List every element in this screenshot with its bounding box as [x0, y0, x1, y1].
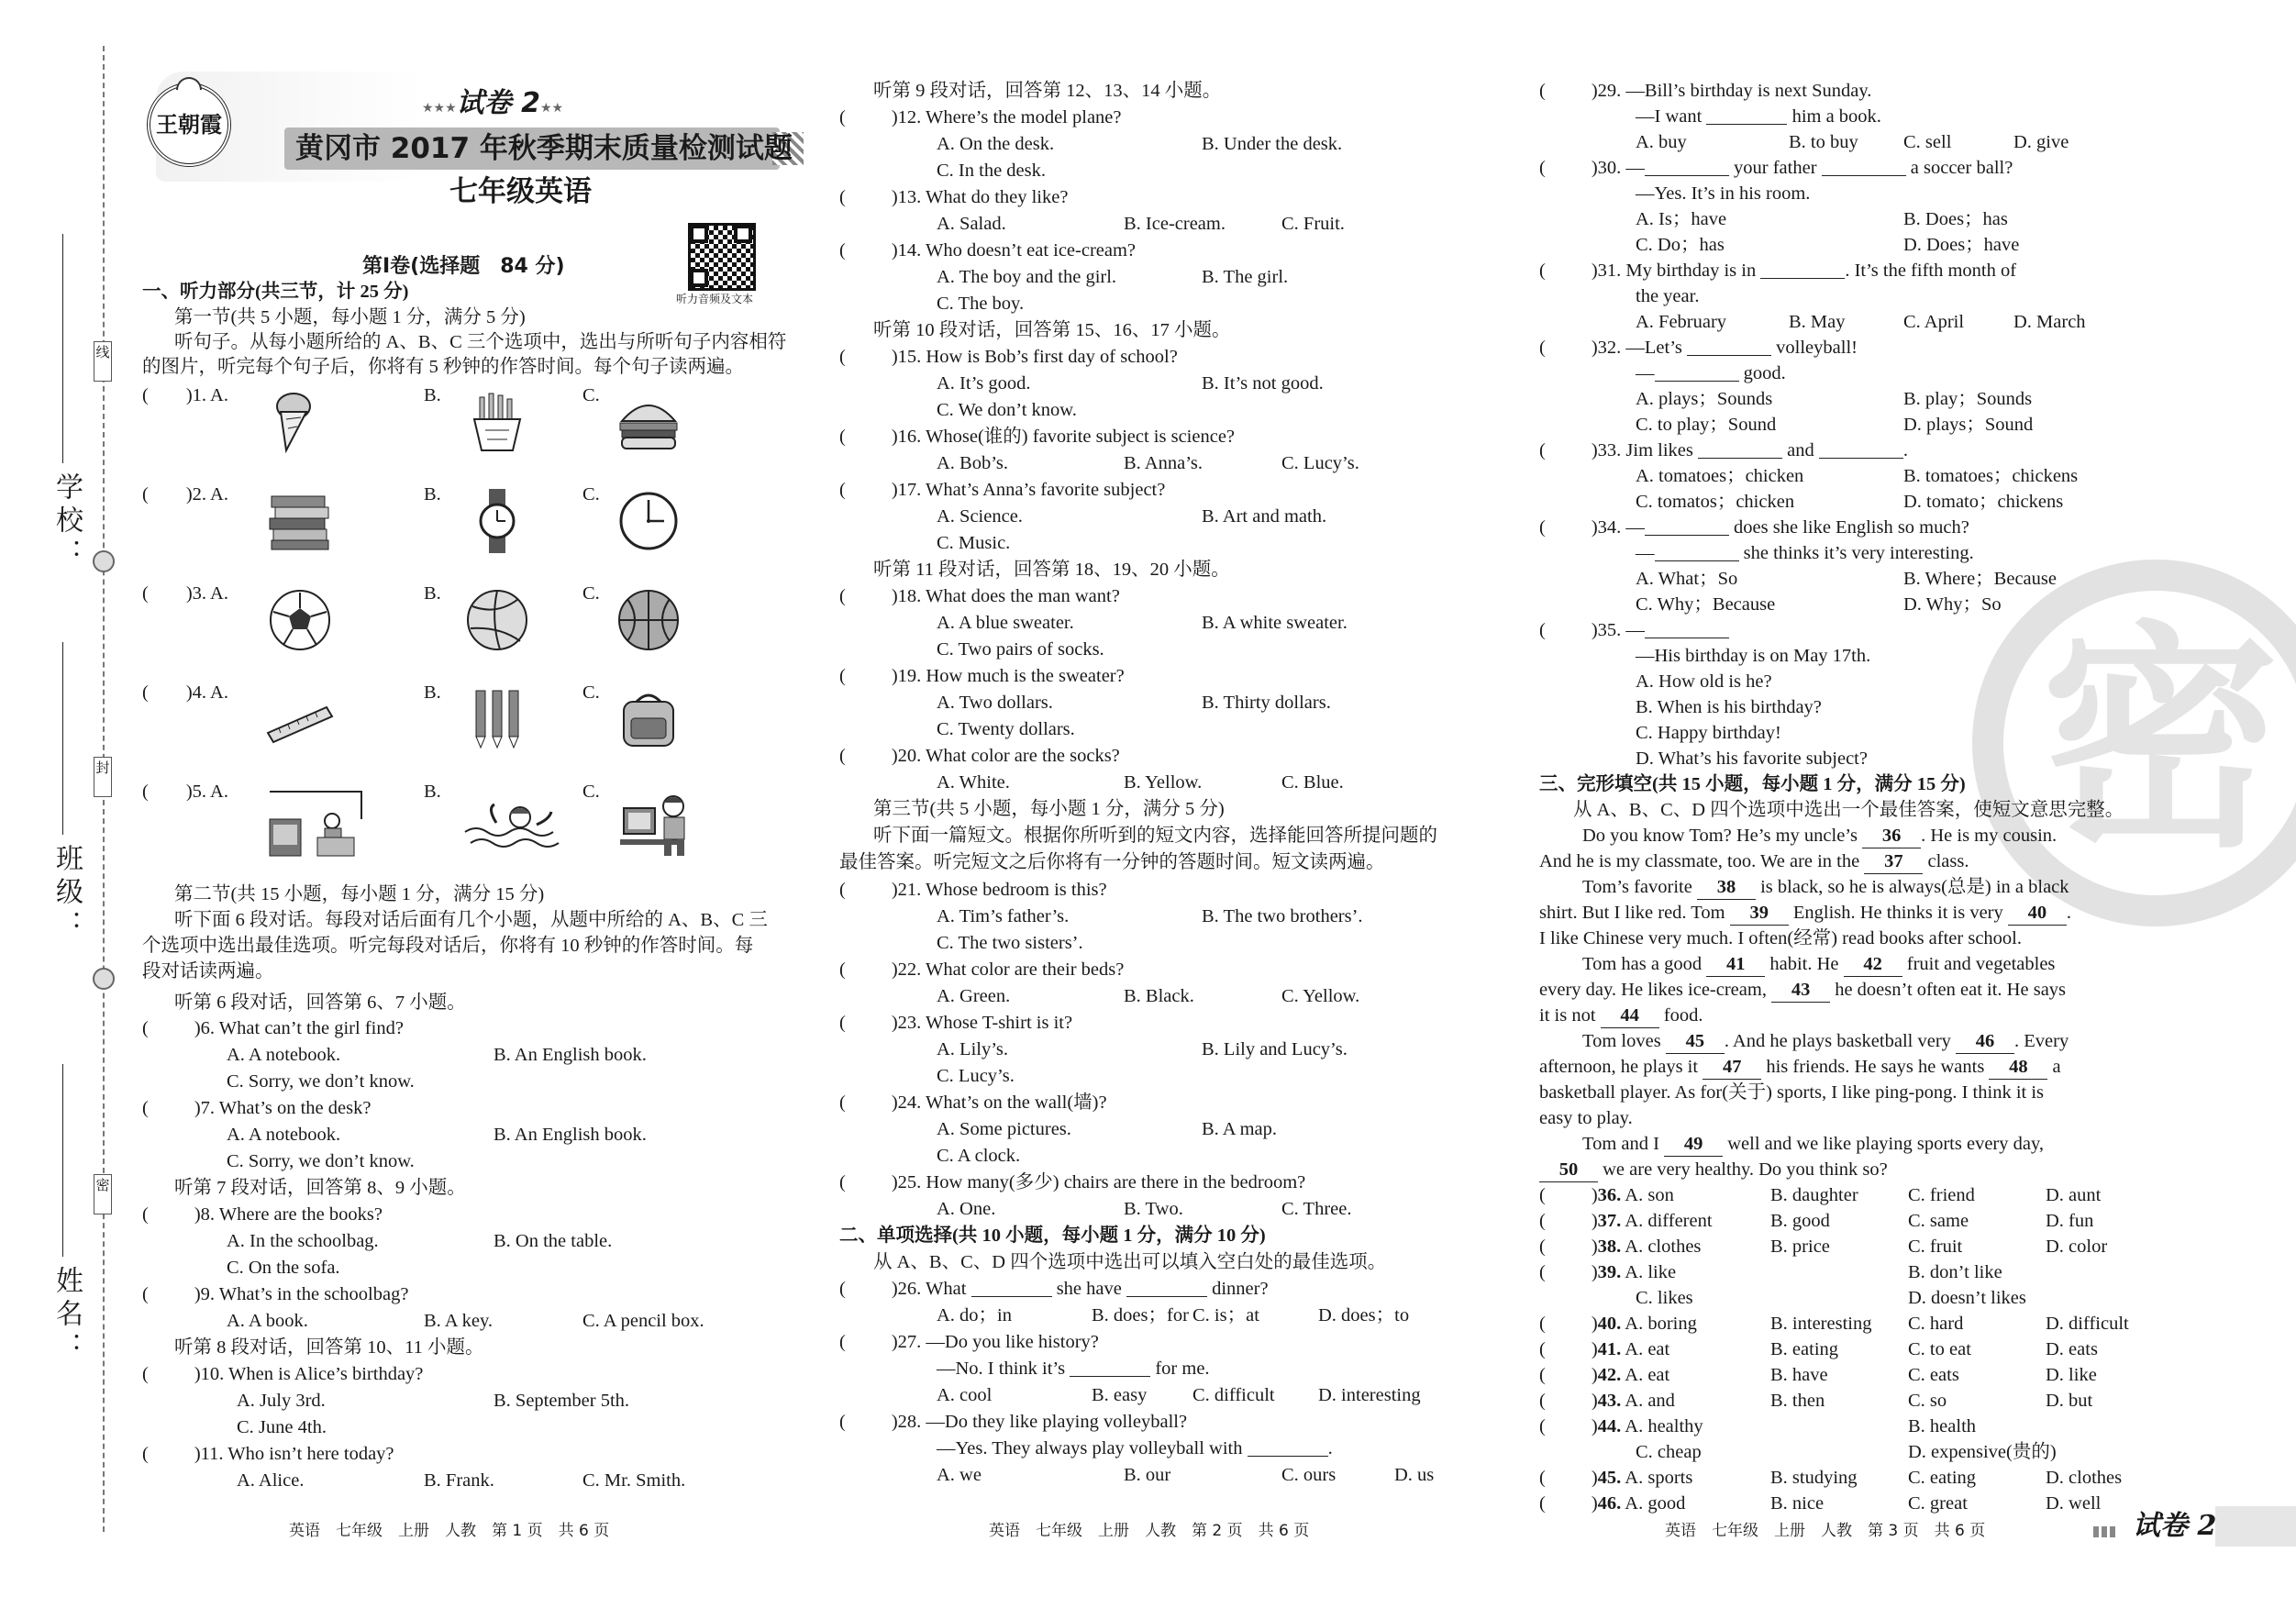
computer-icon	[615, 786, 715, 859]
option[interactable]: C. so	[1908, 1391, 1947, 1411]
option[interactable]: A. In the schoolbag.	[227, 1231, 379, 1251]
option[interactable]: B. Does；has	[1903, 209, 2008, 229]
option[interactable]: C. Happy birthday!	[1636, 723, 1781, 743]
option[interactable]: D. us	[1394, 1465, 1435, 1485]
answer-bracket[interactable]: ( )1. A.	[142, 385, 228, 405]
option[interactable]: C. to eat	[1908, 1339, 1971, 1359]
decor-bars-icon	[2093, 1526, 2117, 1537]
option[interactable]: D. fun	[2046, 1211, 2094, 1231]
cloze-blank-48[interactable]: 48	[1989, 1055, 2047, 1080]
school-label: 学校：	[50, 472, 83, 571]
jie-2-instr: 个选项中选出最佳选项。听完每段对话后，你将有 10 秒钟的作答时间。每	[142, 936, 754, 956]
exam-title: 黄冈市 2017 年秋季期末质量检测试题	[295, 132, 793, 165]
option[interactable]: D. plays；Sound	[1903, 415, 2034, 435]
option[interactable]: B. Where；Because	[1903, 569, 2057, 589]
watermark-text: 密	[2041, 611, 2279, 875]
option[interactable]: A. Salad.	[937, 214, 1006, 234]
option[interactable]: D. clothes	[2046, 1468, 2123, 1488]
cloze-blank-39[interactable]: 39	[1730, 901, 1789, 926]
answer-bracket[interactable]: ( )2. A.	[142, 484, 228, 505]
option[interactable]: A. The boy and the girl.	[937, 267, 1117, 287]
option[interactable]: C. hard	[1908, 1314, 1964, 1334]
option[interactable]: B. Black.	[1124, 986, 1194, 1006]
jie-1-instr: 的图片，听完每个句子后，你将有 5 秒钟的作答时间。每个句子读两遍。	[142, 357, 744, 377]
option[interactable]: B. tomatoes；chickens	[1903, 466, 2079, 486]
option[interactable]: A. A notebook.	[227, 1045, 341, 1065]
option[interactable]: C. is；at	[1192, 1305, 1259, 1325]
pencils-icon	[463, 687, 531, 751]
option[interactable]: D. Does；have	[1903, 235, 2020, 255]
cloze-blank-36[interactable]: 36	[1862, 824, 1921, 848]
option[interactable]: C. The boy.	[937, 294, 1025, 314]
option[interactable]: A. Tim’s father’s.	[937, 906, 1070, 926]
option[interactable]: C. In the desk.	[937, 161, 1046, 181]
option[interactable]: C. Two pairs of socks.	[937, 639, 1104, 660]
option[interactable]: A. February	[1636, 312, 1727, 332]
school-field[interactable]	[62, 234, 63, 463]
option[interactable]: B. Under the desk.	[1202, 134, 1343, 154]
option[interactable]: B. Anna’s.	[1124, 453, 1203, 473]
option[interactable]: A. One.	[937, 1199, 996, 1219]
option[interactable]: B. The girl.	[1202, 267, 1289, 287]
option[interactable]: A. Green.	[937, 986, 1011, 1006]
option[interactable]: A. Science.	[937, 506, 1023, 527]
option[interactable]: A. do；in	[937, 1305, 1012, 1325]
clock-icon	[615, 489, 682, 553]
option[interactable]: D. doesn’t likes	[1908, 1288, 2026, 1308]
option[interactable]: B. A key.	[424, 1311, 493, 1331]
option[interactable]: D. What’s his favorite subject?	[1636, 749, 1868, 769]
section-1-heading: 第Ⅰ卷(选择题 84 分)	[362, 255, 565, 278]
option[interactable]: B. does；for	[1092, 1305, 1189, 1325]
option[interactable]: B. Yellow.	[1124, 772, 1203, 793]
blank[interactable]	[1706, 106, 1787, 125]
option[interactable]: C. difficult	[1192, 1385, 1275, 1405]
blank[interactable]	[1645, 158, 1729, 176]
option[interactable]: B. An English book.	[494, 1125, 647, 1145]
option[interactable]: D. interesting	[1318, 1385, 1421, 1405]
blank[interactable]	[1645, 517, 1729, 536]
binding-mark-feng: 封	[94, 757, 112, 797]
part-2-instr: 从 A、B、C、D 四个选项中选出可以填入空白处的最佳选项。	[873, 1252, 1387, 1272]
option[interactable]: C. tomatos；chicken	[1636, 492, 1795, 512]
option[interactable]: A. Lily’s.	[937, 1039, 1009, 1059]
dialogue-instr: 听第 8 段对话，回答第 10、11 小题。	[174, 1337, 484, 1358]
option[interactable]: A. White.	[937, 772, 1010, 793]
binding-mark-xian: 线	[94, 341, 112, 382]
soccer-ball-icon	[266, 588, 334, 652]
option[interactable]: C. ours	[1281, 1465, 1337, 1485]
blank[interactable]	[1248, 1438, 1328, 1457]
blank[interactable]	[1070, 1359, 1150, 1377]
option[interactable]: B. good	[1770, 1211, 1830, 1231]
jie-1-instr: 听句子。从每小题所给的 A、B、C 三个选项中，选出与所听句子内容相符	[174, 332, 787, 352]
binding-hole-icon	[93, 968, 115, 990]
option[interactable]: B. to buy	[1789, 132, 1858, 152]
option[interactable]: C. same	[1908, 1211, 1969, 1231]
option[interactable]: A. Bob’s.	[937, 453, 1009, 473]
jie-1-title: 第一节(共 5 小题，每小题 1 分，满分 5 分)	[174, 307, 526, 327]
blank[interactable]	[1760, 261, 1845, 279]
part-1-title: 一、听力部分(共三节，计 25 分)	[142, 282, 409, 302]
jie-2-instr: 段对话读两遍。	[142, 961, 274, 981]
option[interactable]: B. interesting	[1770, 1314, 1872, 1334]
option[interactable]: C. Yellow.	[1281, 986, 1360, 1006]
swimming-icon	[463, 786, 564, 859]
option[interactable]: C. Why；Because	[1636, 594, 1776, 615]
books-icon	[266, 489, 334, 553]
blank[interactable]	[1687, 338, 1771, 356]
option[interactable]: C. Do；has	[1636, 235, 1725, 255]
option[interactable]: C. Fruit.	[1281, 214, 1345, 234]
option[interactable]: B. then	[1770, 1391, 1825, 1411]
option[interactable]: A. It’s good.	[937, 373, 1031, 394]
option[interactable]: A. A blue sweater.	[937, 613, 1074, 633]
blank[interactable]	[971, 1279, 1052, 1297]
option[interactable]: A. cool	[937, 1385, 993, 1405]
option[interactable]: C. to play；Sound	[1636, 415, 1777, 435]
option[interactable]: C. great	[1908, 1493, 1968, 1514]
blank[interactable]	[1655, 363, 1739, 382]
part-3-instr: 从 A、B、C、D 四个选项中选出一个最佳答案，使短文意思完整。	[1573, 800, 2124, 820]
page-footer-1: 英语 七年级 上册 人教 第 1 页 共 6 页	[289, 1522, 610, 1540]
dialogue-instr: 听第 7 段对话，回答第 8、9 小题。	[174, 1178, 466, 1198]
class-field[interactable]	[62, 642, 63, 835]
answer-bracket[interactable]: ( )5. A.	[142, 782, 228, 802]
option[interactable]: B. Lily and Lucy’s.	[1202, 1039, 1348, 1059]
paper-label: ★★★试卷 2★★	[422, 87, 564, 119]
cloze-blank-37[interactable]: 37	[1864, 849, 1923, 874]
option[interactable]: D. difficult	[2046, 1314, 2129, 1334]
option[interactable]: C. eating	[1908, 1468, 1977, 1488]
option[interactable]: B. health	[1908, 1416, 1977, 1436]
dialogue-instr: 听第 11 段对话，回答第 18、19、20 小题。	[873, 560, 1230, 580]
option[interactable]: C. Music.	[937, 533, 1011, 553]
option[interactable]: B. An English book.	[494, 1045, 647, 1065]
option[interactable]: C. Lucy’s.	[937, 1066, 1015, 1086]
option[interactable]: D. does；to	[1318, 1305, 1410, 1325]
option[interactable]: C. Lucy’s.	[1281, 453, 1359, 473]
option[interactable]: A. How old is he?	[1636, 671, 1772, 692]
option[interactable]: C. eats	[1908, 1365, 1959, 1385]
option[interactable]: C. We don’t know.	[937, 400, 1077, 420]
dialogue-instr: 听第 6 段对话，回答第 6、7 小题。	[174, 993, 466, 1013]
option[interactable]: C. The two sisters’.	[937, 933, 1083, 953]
blank[interactable]	[1819, 440, 1903, 459]
class-label: 班级：	[50, 844, 83, 943]
option[interactable]: A. July 3rd.	[237, 1391, 326, 1411]
option[interactable]: C. June 4th.	[237, 1417, 327, 1437]
cloze-blank-40[interactable]: 40	[2008, 901, 2067, 926]
option[interactable]: B. On the table.	[494, 1231, 613, 1251]
option[interactable]: B. Thirty dollars.	[1202, 693, 1331, 713]
logo: 王朝霞	[147, 83, 231, 167]
option[interactable]: C. Three.	[1281, 1199, 1352, 1219]
watch-icon	[463, 489, 531, 553]
answer-bracket[interactable]: ( )4. A.	[142, 682, 228, 703]
cloze-blank-46[interactable]: 46	[1956, 1029, 2014, 1054]
cloze-blank-44[interactable]: 44	[1601, 1004, 1659, 1028]
option[interactable]: B. studying	[1770, 1468, 1858, 1488]
option[interactable]: B. daughter	[1770, 1185, 1858, 1205]
option[interactable]: D. expensive(贵的)	[1908, 1442, 2057, 1462]
option[interactable]: D. color	[2046, 1237, 2108, 1257]
option[interactable]: C. Mr. Smith.	[582, 1470, 686, 1491]
cloze-blank-42[interactable]: 42	[1844, 952, 1902, 977]
option[interactable]: A. Is；have	[1636, 209, 1727, 229]
option[interactable]: C. friend	[1908, 1185, 1975, 1205]
option[interactable]: C. Twenty dollars.	[937, 719, 1075, 739]
jie-3-instr: 最佳答案。听完短文之后你将有一分钟的答题时间。短文读两遍。	[839, 852, 1385, 872]
option[interactable]: D. well	[2046, 1493, 2102, 1514]
blank[interactable]	[1698, 440, 1782, 459]
jie-3-title: 第三节(共 5 小题，每小题 1 分，满分 5 分)	[873, 799, 1225, 819]
watching-tv-icon	[266, 786, 367, 859]
option[interactable]: B. have	[1770, 1365, 1828, 1385]
option[interactable]: D. give	[2013, 132, 2069, 152]
cloze-blank-43[interactable]: 43	[1771, 978, 1830, 1003]
cloze-blank-49[interactable]: 49	[1664, 1132, 1723, 1157]
option[interactable]: A. Some pictures.	[937, 1119, 1071, 1139]
option[interactable]: B. Ice-cream.	[1124, 214, 1226, 234]
option[interactable]: D. but	[2046, 1391, 2093, 1411]
option[interactable]: A. Alice.	[237, 1470, 305, 1491]
option[interactable]: A. we	[937, 1465, 982, 1485]
option[interactable]: C. A clock.	[937, 1146, 1021, 1166]
page-footer-3: 英语 七年级 上册 人教 第 3 页 共 6 页	[1665, 1522, 1986, 1540]
jie-2-title: 第二节(共 15 小题，每小题 1 分，满分 15 分)	[174, 884, 545, 904]
option[interactable]: B. The two brothers’.	[1202, 906, 1363, 926]
cloze-blank-45[interactable]: 45	[1666, 1029, 1725, 1054]
option[interactable]: D. like	[2046, 1365, 2097, 1385]
option[interactable]: C. cheap	[1636, 1442, 1702, 1462]
blank[interactable]	[1822, 158, 1906, 176]
option[interactable]: B. September 5th.	[494, 1391, 630, 1411]
cloze-blank-41[interactable]: 41	[1706, 952, 1765, 977]
cloze-blank-50[interactable]: 50	[1539, 1158, 1598, 1182]
jie-3-instr: 听下面一篇短文。根据你所听到的短文内容，选择能回答所提问题的	[873, 826, 1437, 846]
option[interactable]: B. easy	[1092, 1385, 1148, 1405]
paper-tag: 试卷 2	[2133, 1510, 2217, 1542]
option[interactable]: D. aunt	[2046, 1185, 2102, 1205]
option[interactable]: B. It’s not good.	[1202, 373, 1324, 394]
option[interactable]: B. A map.	[1202, 1119, 1278, 1139]
blank[interactable]	[1126, 1279, 1207, 1297]
binding-hole-icon	[93, 550, 115, 572]
page-footer-2: 英语 七年级 上册 人教 第 2 页 共 6 页	[989, 1522, 1310, 1540]
volleyball-icon	[463, 588, 531, 652]
option[interactable]: A. plays；Sounds	[1636, 389, 1773, 409]
option[interactable]: B. nice	[1770, 1493, 1825, 1514]
option[interactable]: C. April	[1903, 312, 1965, 332]
ice-cream-icon	[266, 390, 334, 454]
qr-caption: 听力音频及文本	[676, 293, 754, 305]
option[interactable]: A. Two dollars.	[937, 693, 1053, 713]
cloze-blank-38[interactable]: 38	[1697, 875, 1756, 900]
option[interactable]: B. price	[1770, 1237, 1830, 1257]
option[interactable]: C. A pencil box.	[582, 1311, 704, 1331]
hamburger-icon	[615, 390, 682, 454]
option[interactable]: A. On the desk.	[937, 134, 1055, 154]
name-field[interactable]	[62, 1064, 63, 1257]
option[interactable]: C. fruit	[1908, 1237, 1963, 1257]
dialogue-instr: 听第 10 段对话，回答第 15、16、17 小题。	[873, 320, 1231, 340]
option[interactable]: B. Frank.	[424, 1470, 494, 1491]
subject-title: 七年级英语	[449, 175, 592, 208]
option[interactable]: C. On the sofa.	[227, 1258, 340, 1278]
option[interactable]: A. tomatoes；chicken	[1636, 466, 1804, 486]
basketball-icon	[615, 588, 682, 652]
blank[interactable]	[1645, 620, 1729, 638]
option[interactable]: A. A book.	[227, 1311, 308, 1331]
option[interactable]: B. eating	[1770, 1339, 1839, 1359]
cloze-blank-47[interactable]: 47	[1703, 1055, 1761, 1080]
option[interactable]: B. May	[1789, 312, 1846, 332]
blank[interactable]	[1655, 543, 1739, 561]
option[interactable]: A. buy	[1636, 132, 1687, 152]
option[interactable]: B. A white sweater.	[1202, 613, 1348, 633]
option[interactable]: B. Two.	[1124, 1199, 1183, 1219]
option[interactable]: C. likes	[1636, 1288, 1693, 1308]
option[interactable]: B. don’t like	[1908, 1262, 2002, 1282]
option[interactable]: C. Sorry, we don’t know.	[227, 1071, 415, 1092]
option[interactable]: B. play；Sounds	[1903, 389, 2033, 409]
ruler-icon	[266, 687, 334, 751]
schoolbag-icon	[615, 687, 682, 751]
option[interactable]: C. Sorry, we don’t know.	[227, 1151, 415, 1171]
option[interactable]: A. What；So	[1636, 569, 1738, 589]
dialogue-instr: 听第 9 段对话，回答第 12、13、14 小题。	[873, 81, 1222, 101]
option[interactable]: D. Why；So	[1903, 594, 2002, 615]
option[interactable]: D. tomato；chickens	[1903, 492, 2064, 512]
option[interactable]: D. March	[2013, 312, 2086, 332]
name-label: 姓名：	[50, 1266, 83, 1365]
option[interactable]: B. Art and math.	[1202, 506, 1327, 527]
part-3-title: 三、完形填空(共 15 小题，每小题 1 分，满分 15 分)	[1539, 774, 1966, 794]
option[interactable]: A. A notebook.	[227, 1125, 341, 1145]
option[interactable]: B. our	[1124, 1465, 1171, 1485]
option[interactable]: C. Blue.	[1281, 772, 1344, 793]
binding-mark-mi: 密	[94, 1174, 112, 1214]
option[interactable]: D. eats	[2046, 1339, 2098, 1359]
fries-icon	[463, 390, 531, 454]
answer-bracket[interactable]: ( )3. A.	[142, 583, 228, 604]
option[interactable]: C. sell	[1903, 132, 1952, 152]
option[interactable]: B. When is his birthday?	[1636, 697, 1822, 717]
part-2-title: 二、单项选择(共 10 小题，每小题 1 分，满分 10 分)	[839, 1225, 1266, 1246]
jie-2-instr: 听下面 6 段对话。每段对话后面有几个小题，从题中所给的 A、B、C 三	[174, 910, 768, 930]
